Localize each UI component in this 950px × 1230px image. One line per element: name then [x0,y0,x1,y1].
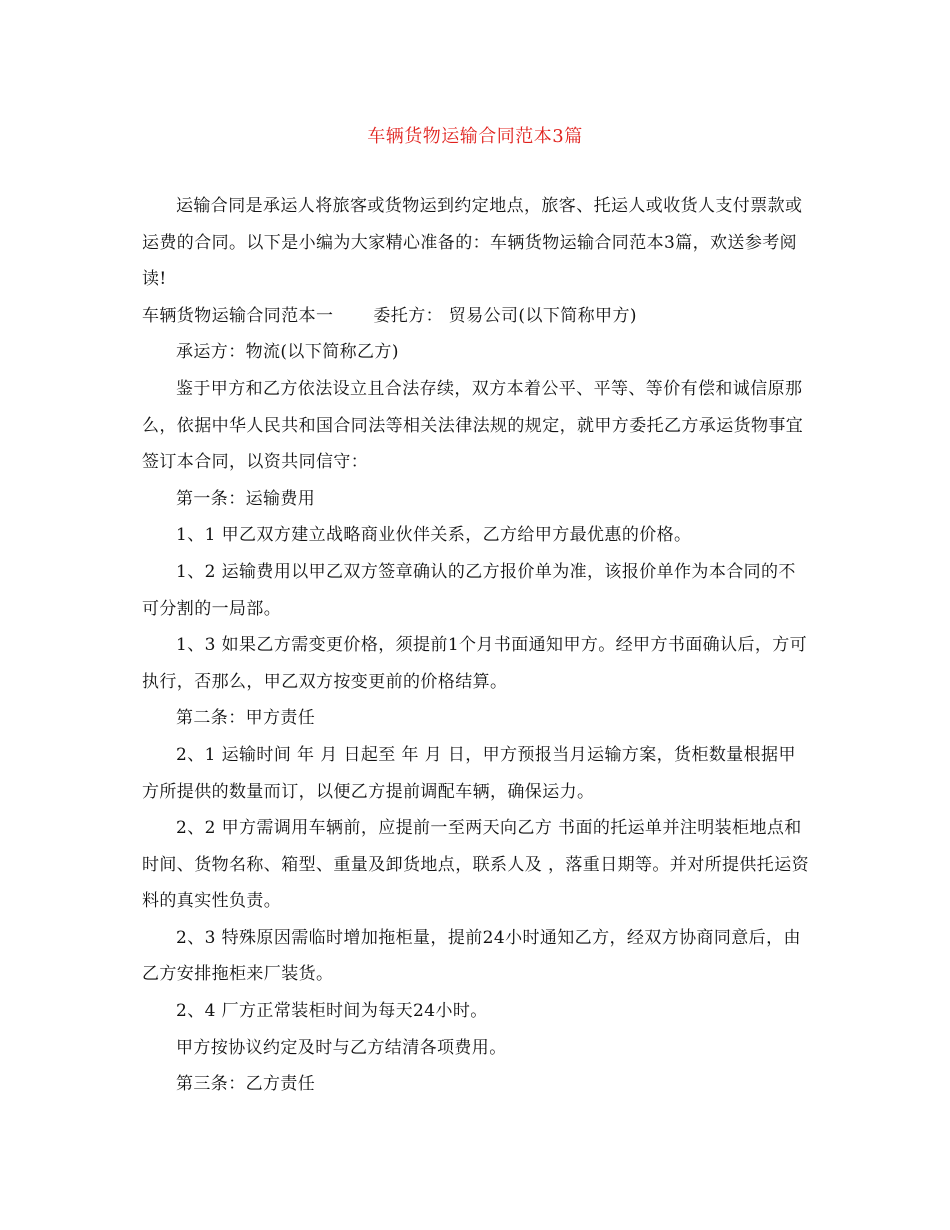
clause-2-4: 2、4 厂方正常装柜时间为每天24小时。 [176,1001,488,1022]
clause-1-3: 1、3 如果乙方需变更价格，须提前1个月书面通知甲方。经甲方书面确认后，方可执行，否那么，甲乙双方按变更前的价格结算。 [142,635,808,692]
clause-1-2: 1、2 运输费用以甲乙双方签章确认的乙方报价单为准，该报价单作为本合同的不可分割的一局部。 [142,561,796,619]
document-body [142,188,812,1103]
preamble-paragraph: 鉴于甲方和乙方依法设立且合法存续，双方本着公平、平等、等价有偿和诚信原那么，依据中华人民共和国合同法等相关法律法规的规定，就甲方委托乙方承运货物事宜签订本合同，以资共同信守： [142,378,804,473]
client-line: 委托方： 贸易公司(以下简称甲方) [373,305,637,326]
carrier-line: 承运方：物流(以下简称乙方) [176,342,399,363]
clause-1-1: 1、1 甲乙双方建立战略商业伙伴关系，乙方给甲方最优惠的价格。 [176,525,692,546]
clause-2-5: 甲方按协议约定及时与乙方结清各项费用。 [176,1037,507,1058]
clause-2-2: 2、2 甲方需调用车辆前，应提前一至两天向乙方 书面的托运单并注明装柜地点和时间、货物名称、箱型、重量及卸货地点，联系人及 ，落重日期等。并对所提供托运资料的真实性负责。 [142,818,810,912]
document-title: 车辆货物运输合同范本3篇 [367,126,583,147]
intro-paragraph: 运输合同是承运人将旅客或货物运到约定地点，旅客、托运人或收货人支付票款或运费的合同。以下是小编为大家精心准备的：车辆货物运输合同范本3篇，欢送参考阅读! [142,196,803,290]
section-heading-line [142,298,812,335]
section-heading: 车辆货物运输合同范本一 [142,305,334,326]
article-3-title: 第三条：乙方责任 [176,1074,316,1095]
clause-2-3: 2、3 特殊原因需临时增加拖柜量，提前24小时通知乙方，经双方协商同意后，由乙方安排拖柜来厂装货。 [142,927,801,985]
article-2-title: 第二条：甲方责任 [176,708,316,729]
clause-2-1: 2、1 运输时间 年 月 日起至 年 月 日，甲方预报当月运输方案，货柜数量根据甲方所提供的数量而订，以便乙方提前调配车辆，确保运力。 [142,744,796,802]
article-1-title: 第一条：运输费用 [176,488,316,509]
